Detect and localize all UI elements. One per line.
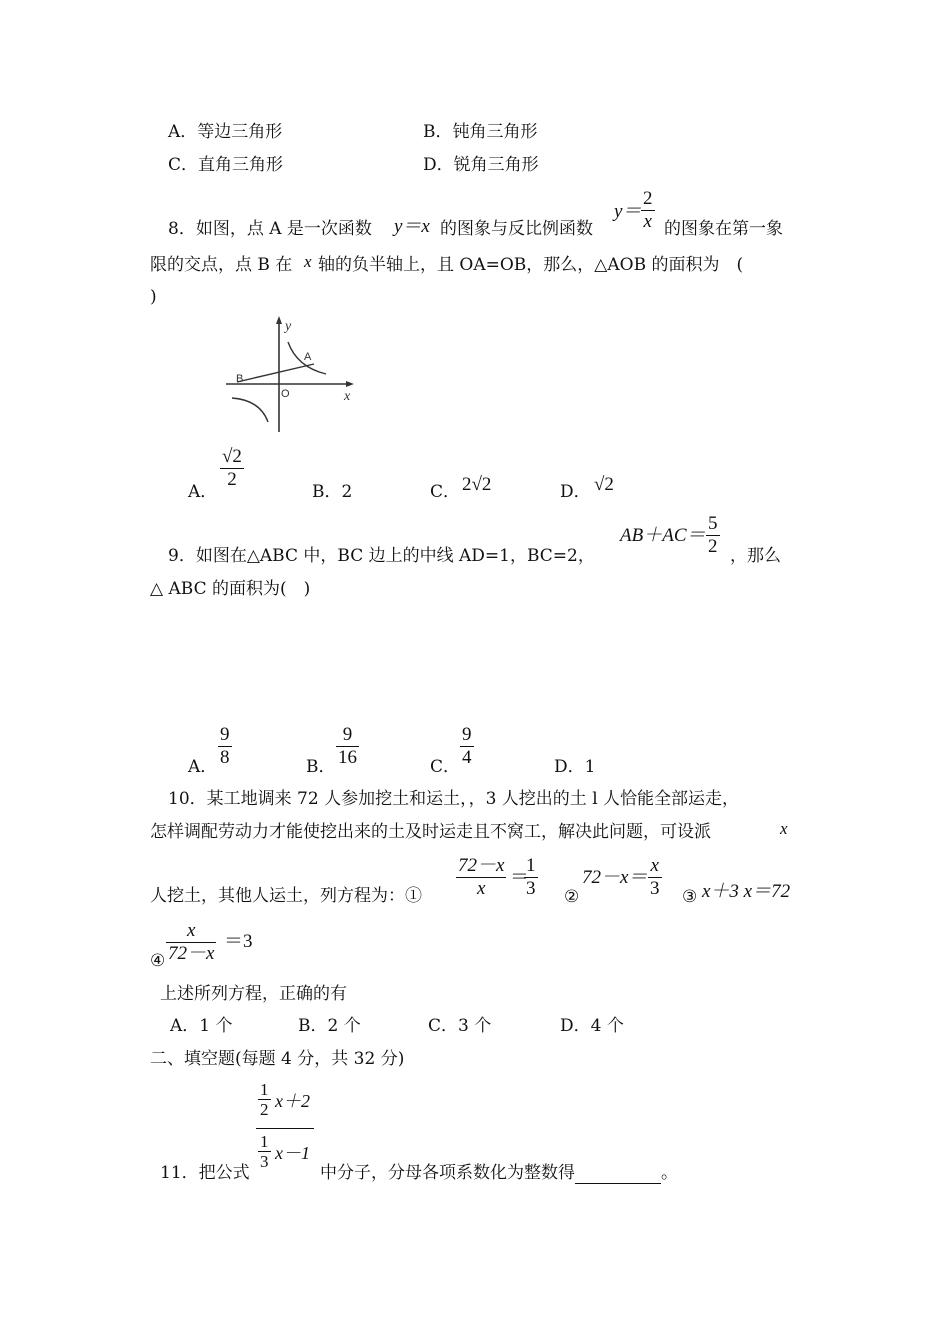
q10-eq4-label: ④	[150, 951, 166, 971]
q9-option-c-num: 9	[462, 724, 472, 745]
q8-option-a-num: √2	[222, 446, 242, 467]
q11-answer-blank[interactable]	[575, 1167, 661, 1184]
q10-line2: 怎样调配劳动力才能使挖出来的土及时运走且不窝工，解决此问题，可设派	[150, 822, 711, 842]
q8-stem-part1: 8．如图，点 A 是一次函数	[168, 219, 372, 239]
q10-option-a: A．1 个	[170, 1016, 233, 1036]
q10-option-b: B．2 个	[298, 1016, 361, 1036]
q11-rest	[320, 1162, 678, 1184]
q8-option-a-fraction	[220, 446, 244, 491]
q10-eq2-label: ②	[564, 887, 580, 907]
q10-eq2-lhs: 72－x＝	[582, 867, 648, 888]
q8-option-c-value: 2√2	[462, 474, 492, 495]
q9-option-a-den: 8	[220, 747, 230, 768]
q8-func1: y＝x	[394, 216, 430, 237]
q8-graph-label-o: O	[281, 388, 290, 400]
q8-line2-part1: 限的交点，点 B 在	[150, 255, 293, 275]
q10-line2-x: x	[780, 819, 788, 838]
q7-option-b: B．钝角三角形	[423, 122, 538, 142]
q10-eq2-num: x	[648, 855, 662, 878]
q9-option-b-num: 9	[336, 724, 359, 747]
q9-option-a-num: 9	[220, 724, 230, 745]
q8-graph-x-arrow	[346, 381, 354, 387]
q10-eq1-equals: ＝	[510, 867, 530, 888]
q8-graph-label-b: B	[236, 373, 244, 385]
section-2-title: 二、填空题(每题 4 分，共 32 分)	[150, 1049, 405, 1069]
q8-line2-part2: 轴的负半轴上，且 OA=OB，那么，△AOB 的面积为 (	[318, 255, 744, 275]
q10-eq4-fraction	[166, 920, 216, 965]
q9-option-b-label: B．	[306, 757, 336, 777]
q9-option-b-den: 16	[338, 747, 357, 768]
q10-eq1-den: x	[477, 878, 486, 899]
q10-eq2-den: 3	[650, 878, 660, 899]
q7-option-d: D．锐角三角形	[423, 155, 539, 175]
q8-graph-label-a: A	[304, 351, 312, 363]
q10-eq1-right-fraction	[524, 855, 538, 900]
q8-graph-label-x: x	[344, 389, 351, 404]
q8-option-d-label: D．	[560, 482, 591, 502]
q11-formula	[256, 1080, 316, 1180]
q10-line5: 上述所列方程，正确的有	[160, 984, 347, 1004]
q11-main-bar	[256, 1128, 314, 1129]
q10-eq2-fraction	[648, 855, 662, 900]
q9-option-b-fraction	[336, 724, 359, 769]
q11-top-coef: $\frac{1}{2}$	[260, 1080, 269, 1119]
q8-graph	[222, 312, 362, 436]
q8-graph-label-y: y	[285, 319, 292, 334]
q8-graph-line-ba	[237, 364, 314, 382]
q9-option-c-label: C．	[430, 757, 461, 777]
q10-line1: 10．某工地调来 72 人参加挖土和运土，，3 人挖出的土 l 人恰能全部运走，	[168, 789, 740, 809]
q8-line3: )	[150, 287, 157, 307]
q9-stem-part2: ，那么	[730, 546, 781, 566]
q11-top-rest: x＋2	[275, 1091, 310, 1111]
q9-option-a-label: A．	[188, 757, 218, 777]
q8-func2-lhs: y＝	[614, 201, 642, 222]
q8-line2-x: x	[304, 252, 312, 271]
q8-func2-fraction	[641, 188, 655, 233]
q11-end: 。	[661, 1163, 678, 1183]
q9-option-d: D．1	[554, 757, 596, 777]
q8-option-d-value: √2	[594, 474, 614, 495]
q9-expr-den: 2	[708, 536, 718, 557]
q9-stem-part1: 9．如图在△ABC 中，BC 边上的中线 AD=1，BC=2，	[168, 546, 595, 566]
q10-eq4-rhs: ＝3	[224, 931, 253, 952]
q10-eq3: x＋3 x＝72	[702, 881, 791, 902]
q8-option-b: B．2	[312, 482, 353, 502]
q9-option-a-fraction	[218, 724, 232, 769]
q10-option-c: C．3 个	[428, 1016, 492, 1036]
q10-eq4-den: 72－x	[168, 943, 215, 964]
q10-eq1-rden: 3	[526, 878, 536, 899]
q8-func2-num: 2	[643, 188, 653, 209]
q10-eq1-rnum: 1	[526, 855, 536, 876]
q8-stem-part2: 的图象与反比例函数	[440, 219, 593, 239]
q8-graph-y-arrow	[276, 316, 282, 324]
q7-option-c: C．直角三角形	[168, 155, 284, 175]
q8-option-c-label: C．	[430, 482, 461, 502]
q9-expr: AB＋AC＝	[620, 525, 706, 546]
q11-bottom-coef: $\frac{1}{3}$	[260, 1132, 269, 1171]
q10-eq1-left-fraction	[456, 855, 506, 900]
q10-eq4-num: x	[166, 920, 216, 943]
q10-line3: 人挖土，其他人运土，列方程为：①	[150, 886, 422, 906]
q8-stem-part3: 的图象在第一象	[664, 219, 783, 239]
q9-expr-num: 5	[708, 513, 718, 534]
q9-option-c-den: 4	[462, 747, 472, 768]
q9-line2: △ ABC 的面积为( )	[150, 579, 311, 599]
q9-option-c-fraction	[460, 724, 474, 769]
q10-eq3-label: ③	[682, 887, 698, 907]
q10-option-d: D．4 个	[560, 1016, 624, 1036]
q11-bottom-rest: x－1	[275, 1143, 310, 1163]
q11-label: 11．把公式	[160, 1163, 250, 1183]
q10-eq1-num: 72－x	[458, 855, 505, 876]
q9-expr-fraction	[706, 513, 720, 558]
q8-option-a-den: 2	[227, 469, 237, 490]
q7-option-a: A．等边三角形	[168, 122, 283, 142]
q8-graph-hyperbola-q3	[232, 398, 268, 422]
q8-option-a-label: A．	[188, 482, 218, 502]
q11-rest-text: 中分子，分母各项系数化为整数得	[320, 1163, 575, 1183]
q8-func2-den: x	[643, 211, 652, 232]
